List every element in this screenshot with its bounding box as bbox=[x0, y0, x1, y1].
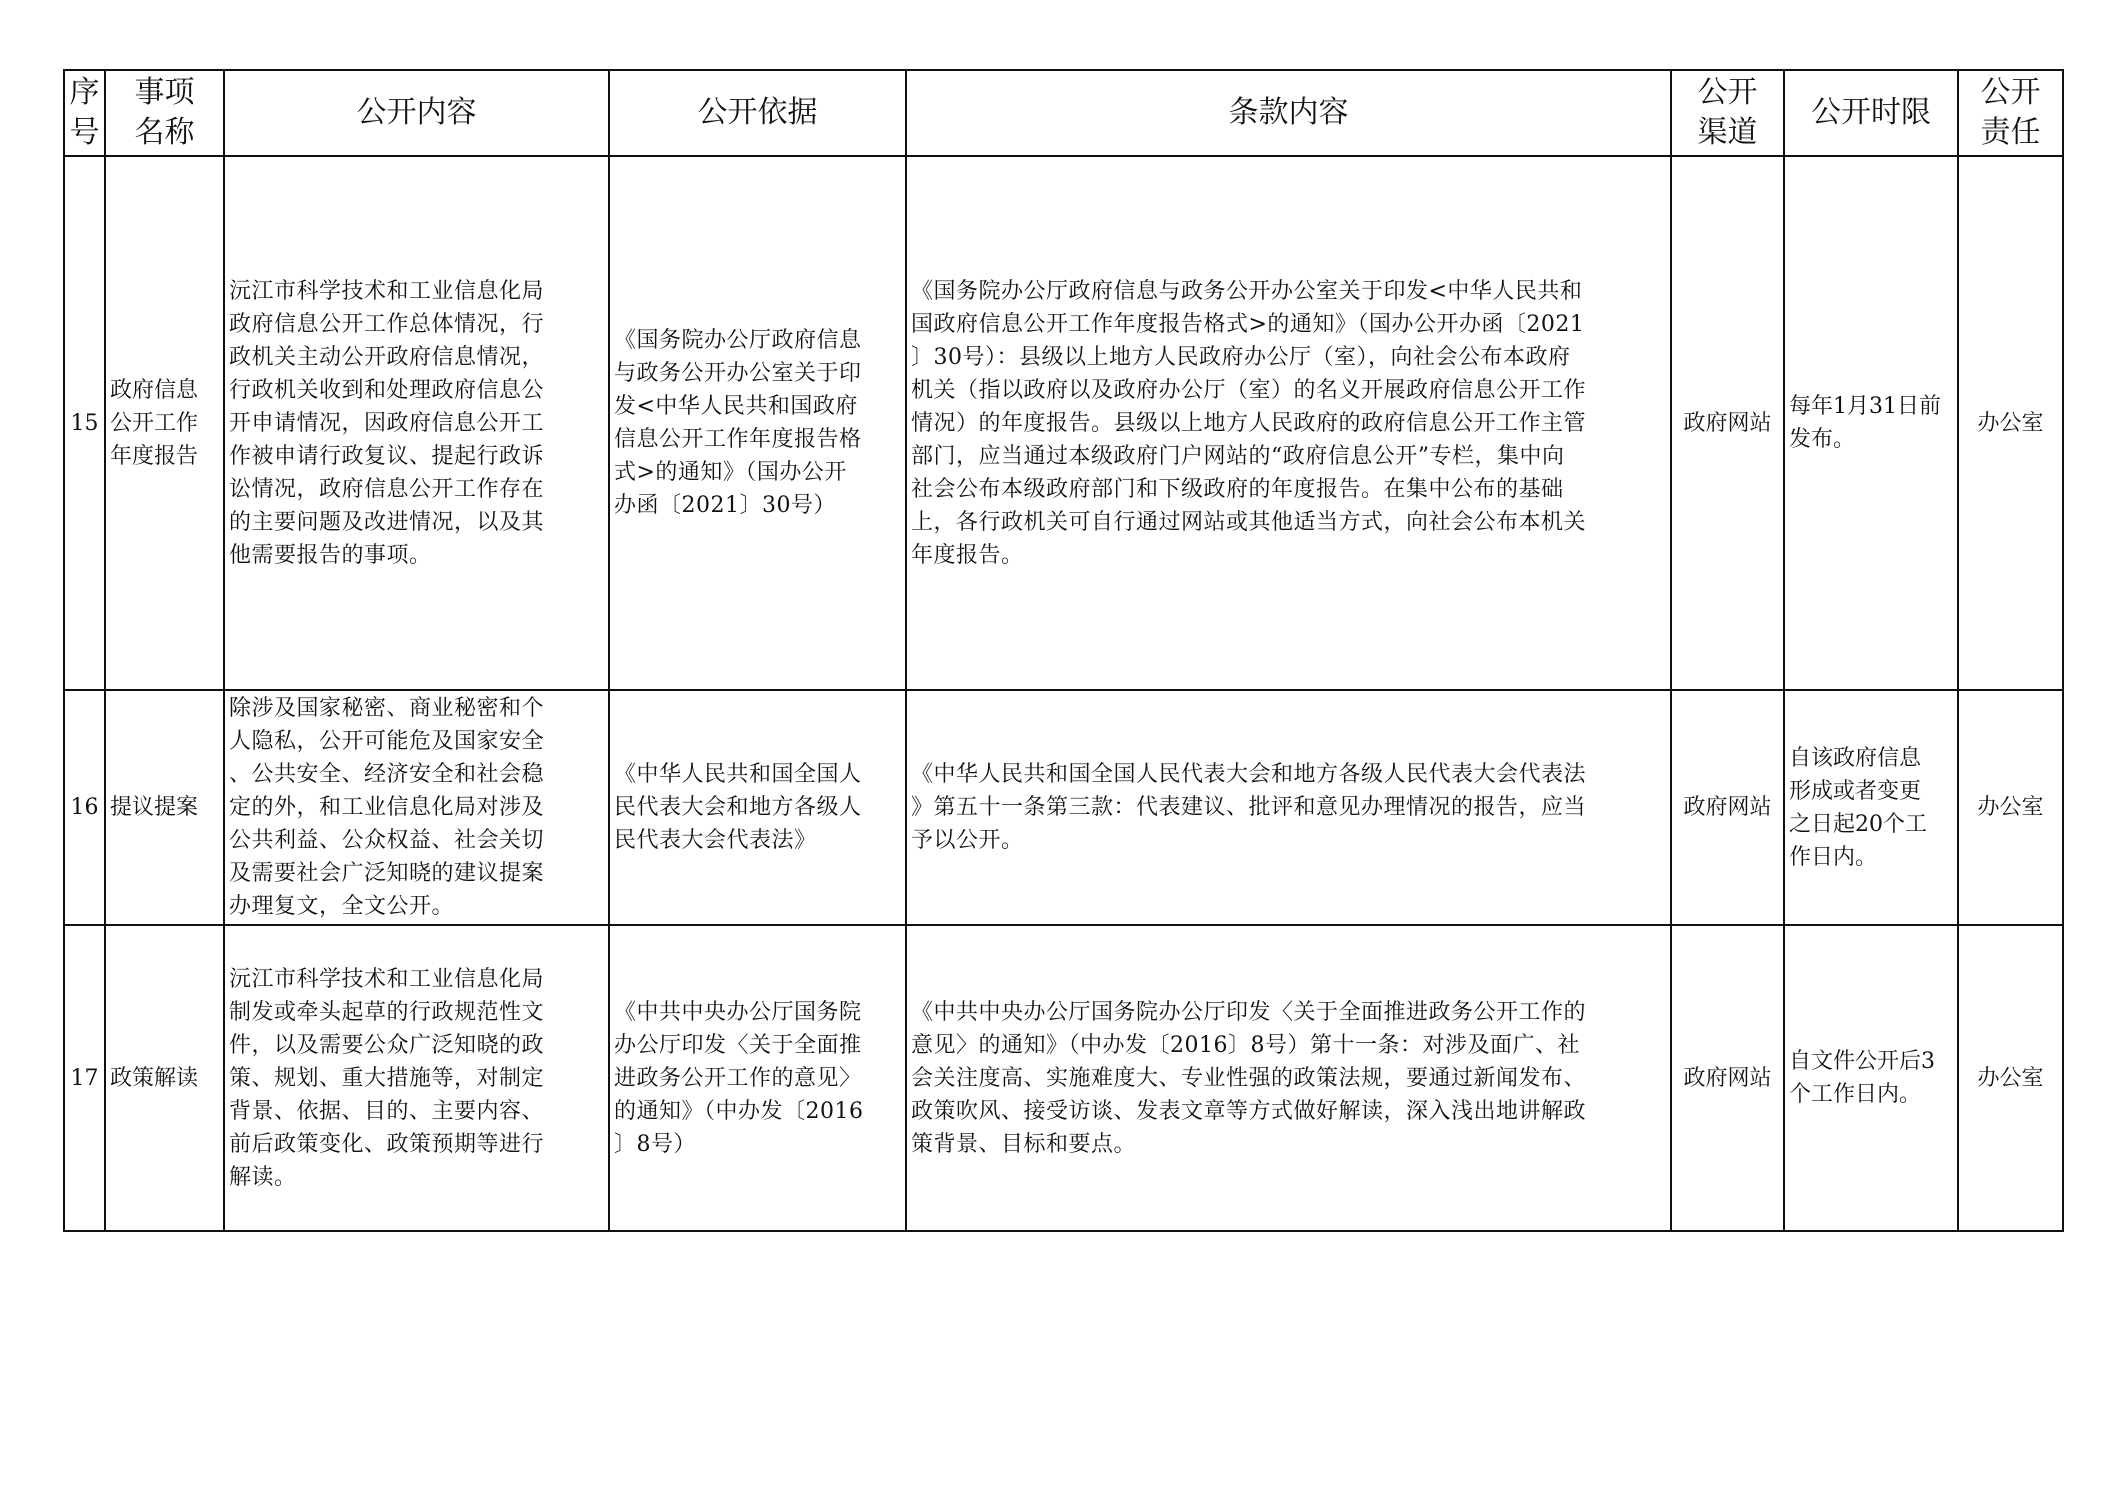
row-time-limit: 每年1月31日前 发布。 bbox=[1784, 156, 1958, 690]
disclosure-table bbox=[63, 69, 2064, 1232]
row-item-name: 政策解读 bbox=[105, 925, 224, 1231]
row-time-limit: 自文件公开后3 个工作日内。 bbox=[1784, 925, 1958, 1231]
row-seq: 15 bbox=[64, 156, 105, 690]
header-content: 公开内容 bbox=[224, 70, 609, 156]
row-time-limit: 自该政府信息 形成或者变更 之日起20个工 作日内。 bbox=[1784, 690, 1958, 925]
table-row bbox=[64, 690, 2063, 925]
header-row bbox=[64, 70, 2063, 156]
row-item-name: 政府信息 公开工作 年度报告 bbox=[105, 156, 224, 690]
row-seq: 17 bbox=[64, 925, 105, 1231]
row-channel: 政府网站 bbox=[1671, 156, 1784, 690]
row-channel: 政府网站 bbox=[1671, 925, 1784, 1231]
row-clause: 《中华人民共和国全国人民代表大会和地方各级人民代表大会代表法 》第五十一条第三款：代表建议、批评和意见办理情况的报告，应当 予以公开。 bbox=[906, 690, 1671, 925]
row-responsibility: 办公室 bbox=[1958, 156, 2063, 690]
row-channel: 政府网站 bbox=[1671, 690, 1784, 925]
row-basis: 《中共中央办公厅国务院 办公厅印发〈关于全面推 进政务公开工作的意见〉 的通知》（中办发〔2016 〕8号） bbox=[609, 925, 906, 1231]
header-item-name: 事项 名称 bbox=[105, 70, 224, 156]
header-clause: 条款内容 bbox=[906, 70, 1671, 156]
row-basis: 《中华人民共和国全国人 民代表大会和地方各级人 民代表大会代表法》 bbox=[609, 690, 906, 925]
row-item-name: 提议提案 bbox=[105, 690, 224, 925]
row-seq: 16 bbox=[64, 690, 105, 925]
row-content: 沅江市科学技术和工业信息化局 制发或牵头起草的行政规范性文 件，以及需要公众广泛知晓的政 策、规划、重大措施等，对制定 背景、依据、目的、主要内容、 前后政策变化、政策预期等进行 解读。 bbox=[224, 925, 609, 1231]
table-row bbox=[64, 156, 2063, 690]
header-responsibility: 公开 责任 bbox=[1958, 70, 2063, 156]
row-responsibility: 办公室 bbox=[1958, 925, 2063, 1231]
row-content: 除涉及国家秘密、商业秘密和个 人隐私，公开可能危及国家安全 、公共安全、经济安全和社会稳 定的外，和工业信息化局对涉及 公共利益、公众权益、社会关切 及需要社会广泛知晓的建议提案 办理复文，全文公开。 bbox=[224, 690, 609, 925]
header-seq: 序 号 bbox=[64, 70, 105, 156]
header-basis: 公开依据 bbox=[609, 70, 906, 156]
header-channel: 公开 渠道 bbox=[1671, 70, 1784, 156]
table-row bbox=[64, 925, 2063, 1231]
row-responsibility: 办公室 bbox=[1958, 690, 2063, 925]
row-clause: 《国务院办公厅政府信息与政务公开办公室关于印发<中华人民共和 国政府信息公开工作年度报告格式>的通知》（国办公开办函〔2021 〕30号）：县级以上地方人民政府办公厅（室），向社会公布本政府 机关（指以政府以及政府办公厅（室）的名义开展政府信息公开工作 情况）的年度报告。县级以上地方人民政府的政府信息公开工作主管 部门，应当通过本级政府门户网站的“政府信息公开”专栏，集中向 社会公布本级政府部门和下级政府的年度报告。在集中公布的基础 上，各行政机关可自行通过网站或其他适当方式，向社会公布本机关 年度报告。 bbox=[906, 156, 1671, 690]
row-basis: 《国务院办公厅政府信息 与政务公开办公室关于印 发<中华人民共和国政府 信息公开工作年度报告格 式>的通知》（国办公开 办函〔2021〕30号） bbox=[609, 156, 906, 690]
header-time-limit: 公开时限 bbox=[1784, 70, 1958, 156]
row-clause: 《中共中央办公厅国务院办公厅印发〈关于全面推进政务公开工作的 意见〉的通知》（中办发〔2016〕8号）第十一条：对涉及面广、社 会关注度高、实施难度大、专业性强的政策法规，要通过新闻发布、 政策吹风、接受访谈、发表文章等方式做好解读，深入浅出地讲解政 策背景、目标和要点。 bbox=[906, 925, 1671, 1231]
row-content: 沅江市科学技术和工业信息化局 政府信息公开工作总体情况，行 政机关主动公开政府信息情况， 行政机关收到和处理政府信息公 开申请情况，因政府信息公开工 作被申请行政复议、提起行政诉 讼情况，政府信息公开工作存在 的主要问题及改进情况，以及其 他需要报告的事项。 bbox=[224, 156, 609, 690]
